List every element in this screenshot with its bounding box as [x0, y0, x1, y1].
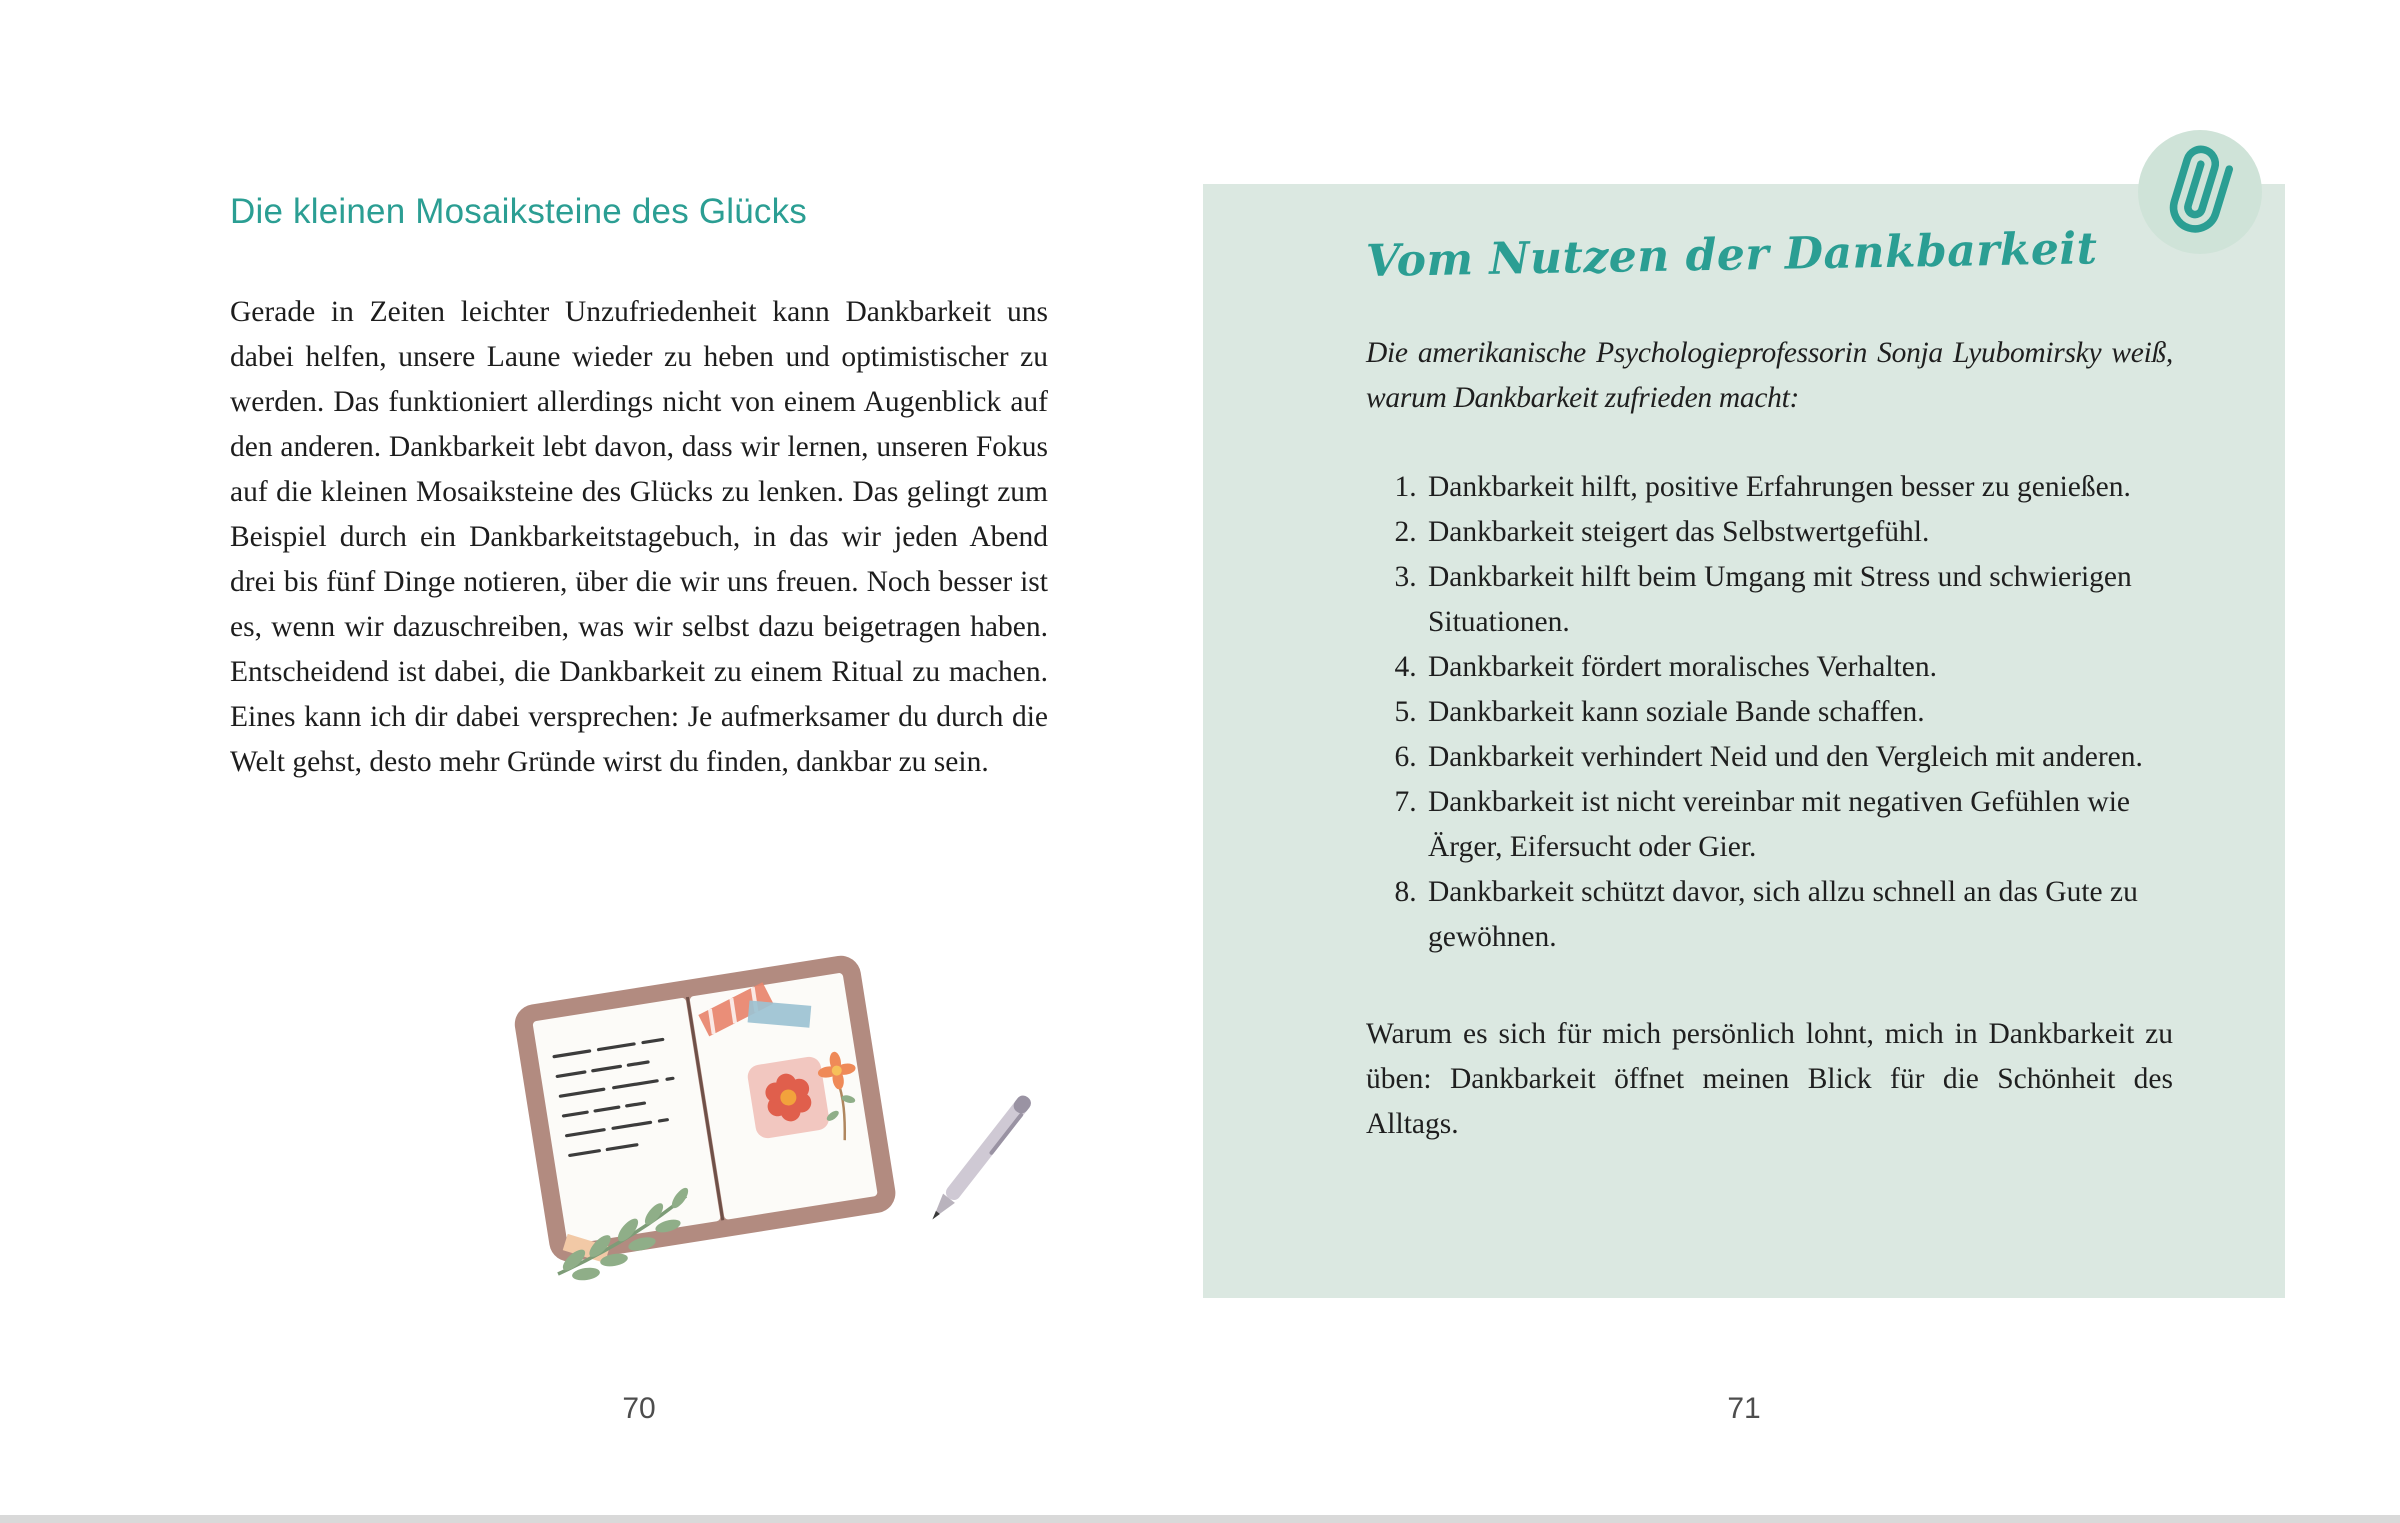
panel-intro-paragraph: Die amerikanische Psychologieprofessorin Sonja Lyubomirsky weiß, warum Dankbarkeit zufrieden macht: [1366, 337, 2173, 414]
journal-illustration-svg [462, 918, 1062, 1318]
list-item: 7. Dankbarkeit ist nicht vereinbar mit negativen Gefühlen wie Ärger, Eifersucht oder Gier. [1424, 780, 2173, 870]
page-number-left: 70 [622, 1392, 656, 1425]
list-item: 3. Dankbarkeit hilft beim Umgang mit Stress und schwierigen Situationen. [1424, 555, 2173, 645]
left-page-heading: Die kleinen Mosaiksteine des Glücks [230, 192, 807, 231]
open-journal-icon [512, 953, 899, 1271]
list-item: 6. Dankbarkeit verhindert Neid und den Vergleich mit anderen. [1424, 735, 2173, 780]
gratitude-benefits-list [1366, 465, 2173, 960]
list-item: 4. Dankbarkeit fördert moralisches Verhalten. [1424, 645, 2173, 690]
left-page-content [230, 192, 1048, 785]
panel-heading: Vom Nutzen der Dankbarkeit [1365, 223, 2098, 287]
list-item: 8. Dankbarkeit schützt davor, sich allzu schnell an das Gute zu gewöhnen. [1424, 870, 2173, 960]
list-item: 1. Dankbarkeit hilft, positive Erfahrungen besser zu genießen. [1424, 465, 2173, 510]
pen-icon [926, 1093, 1033, 1224]
gratitude-benefits-panel [1203, 184, 2285, 1298]
list-item: 2. Dankbarkeit steigert das Selbstwertgefühl. [1424, 510, 2173, 555]
list-item: 5. Dankbarkeit kann soziale Bande schaffen. [1424, 690, 2173, 735]
page-bottom-edge [0, 1515, 2400, 1523]
flower-sticker-icon [746, 1055, 831, 1140]
journal-illustration [462, 918, 1062, 1318]
panel-closing-paragraph: Warum es sich für mich persönlich lohnt, mich in Dankbarkeit zu üben: Dankbarkeit öffnet meinen Blick für die Schönheit des Alltags. [1366, 1018, 2173, 1140]
left-page-body-paragraph: Gerade in Zeiten leichter Unzufriedenheit kann Dankbarkeit uns dabei helfen, unsere Laune wieder zu heben und optimistischer zu werden. Das funktioniert allerdings nicht von einem Augenblick auf den anderen. Dankbarkeit lebt davon, dass wir lernen, unseren Fokus auf die kleinen Mosaiksteine des Glücks zu lenken. Das gelingt zum Beispiel durch ein Dankbarkeitstagebuch, in das wir jeden Abend drei bis fünf Dinge notieren, über die wir uns freuen. Noch besser ist es, wenn wir dazuschreiben, was wir selbst dazu beigetragen haben. Entscheidend ist dabei, die Dankbarkeit zu einem Ritual zu machen. Eines kann ich dir dabei versprechen: Je aufmerksamer du durch die Welt gehst, desto mehr Gründe wirst du finden, dankbar zu sein. [230, 296, 1048, 778]
page-number-right: 71 [1727, 1392, 1761, 1425]
